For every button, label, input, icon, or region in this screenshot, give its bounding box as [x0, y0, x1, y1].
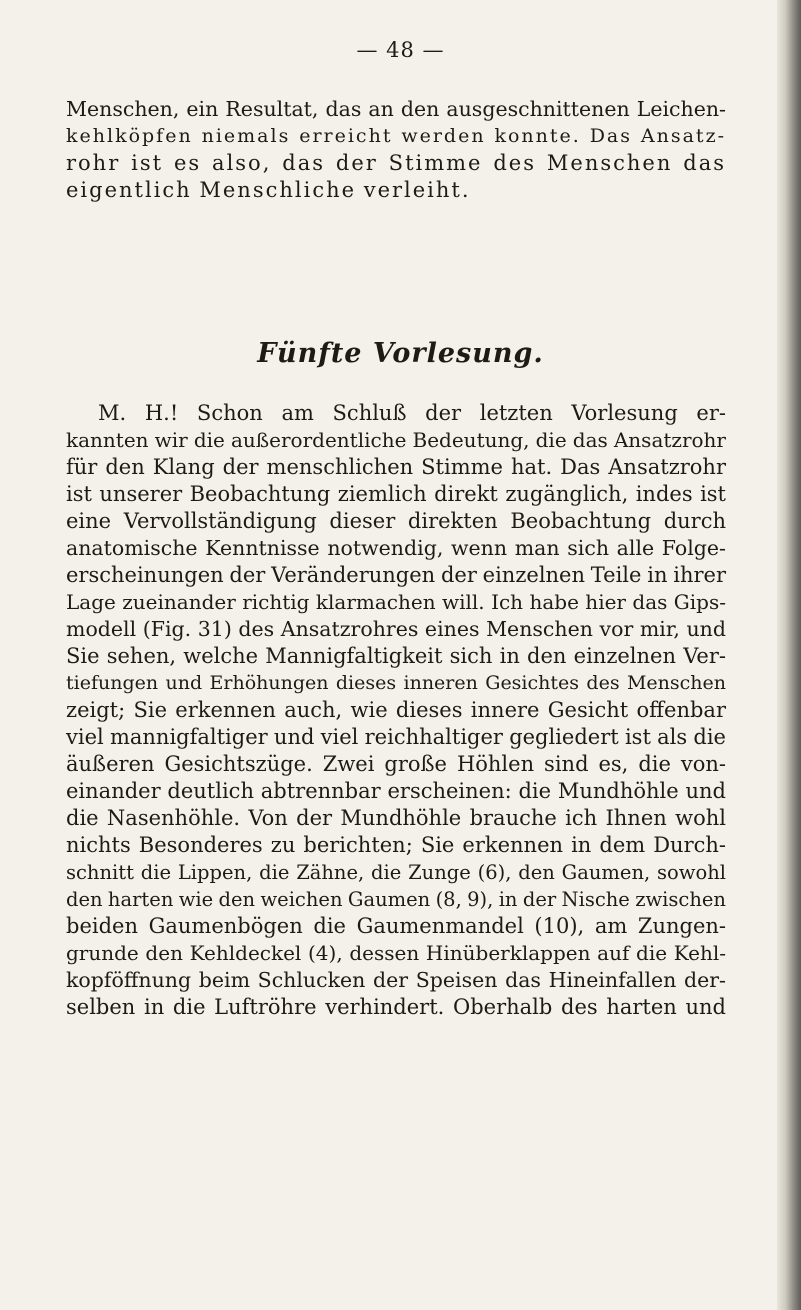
body-line: einander deutlich abtrennbar erscheinen: die Mundhöhle und	[66, 779, 726, 803]
lecture-body	[66, 400, 726, 1021]
intro-line: Menschen, ein Resultat, das an den ausgeschnittenen Leichen-	[66, 97, 726, 121]
body-line: nichts Besonderes zu berichten; Sie erkennen in dem Durch-	[66, 833, 726, 857]
intro-line: eigentlich Menschliche verleiht.	[66, 178, 471, 202]
body-line: für den Klang der menschlichen Stimme hat. Das Ansatzrohr	[66, 455, 726, 479]
intro-line: rohr ist es also, das der Stimme des Menschen das	[66, 151, 726, 175]
body-line: anatomische Kenntnisse notwendig, wenn man sich alle Folge-	[66, 536, 726, 560]
body-line: M. H.! Schon am Schluß der letzten Vorlesung er-	[98, 401, 726, 425]
body-line: erscheinungen der Veränderungen der einzelnen Teile in ihrer	[66, 563, 726, 587]
body-line: Sie sehen, welche Mannigfaltigkeit sich in den einzelnen Ver-	[66, 644, 726, 668]
intro-line: kehlköpfen niemals erreicht werden konnte. Das Ansatz-	[66, 125, 726, 147]
body-line: eine Vervollständigung dieser direkten Beobachtung durch	[66, 509, 726, 533]
body-line: die Nasenhöhle. Von der Mundhöhle brauche ich Ihnen wohl	[66, 806, 726, 830]
body-line: grunde den Kehldeckel (4), dessen Hinüberklappen auf die Kehl-	[66, 941, 726, 965]
body-line: den harten wie den weichen Gaumen (8, 9), in der Nische zwischen	[66, 888, 726, 911]
lecture-heading: Fünfte Vorlesung.	[257, 338, 544, 369]
body-line: selben in die Luftröhre verhindert. Oberhalb des harten und	[66, 995, 726, 1019]
body-line: tiefungen und Erhöhungen dieses inneren Gesichtes des Menschen	[66, 672, 726, 694]
page-number: — 48 —	[356, 38, 445, 62]
body-line: kannten wir die außerordentliche Bedeutung, die das Ansatzrohr	[66, 428, 726, 452]
body-line: kopföffnung beim Schlucken der Speisen das Hineinfallen der-	[66, 968, 726, 992]
intro-paragraph	[66, 96, 726, 204]
body-line: Lage zueinander richtig klarmachen will. Ich habe hier das Gips-	[66, 590, 726, 614]
page-edge-shadow	[777, 0, 801, 1310]
body-line: äußeren Gesichtszüge. Zwei große Höhlen sind es, die von-	[66, 752, 726, 776]
body-line: beiden Gaumenbögen die Gaumenmandel (10), am Zungen-	[66, 914, 726, 938]
body-line: zeigt; Sie erkennen auch, wie dieses innere Gesicht offenbar	[66, 698, 726, 722]
body-line: viel mannigfaltiger und viel reichhaltiger gegliedert ist als die	[66, 725, 726, 749]
body-line: ist unserer Beobachtung ziemlich direkt zugänglich, indes ist	[66, 482, 726, 506]
body-line: schnitt die Lippen, die Zähne, die Zunge (6), den Gaumen, sowohl	[66, 861, 726, 884]
body-line: modell (Fig. 31) des Ansatzrohres eines Menschen vor mir, und	[66, 617, 726, 641]
